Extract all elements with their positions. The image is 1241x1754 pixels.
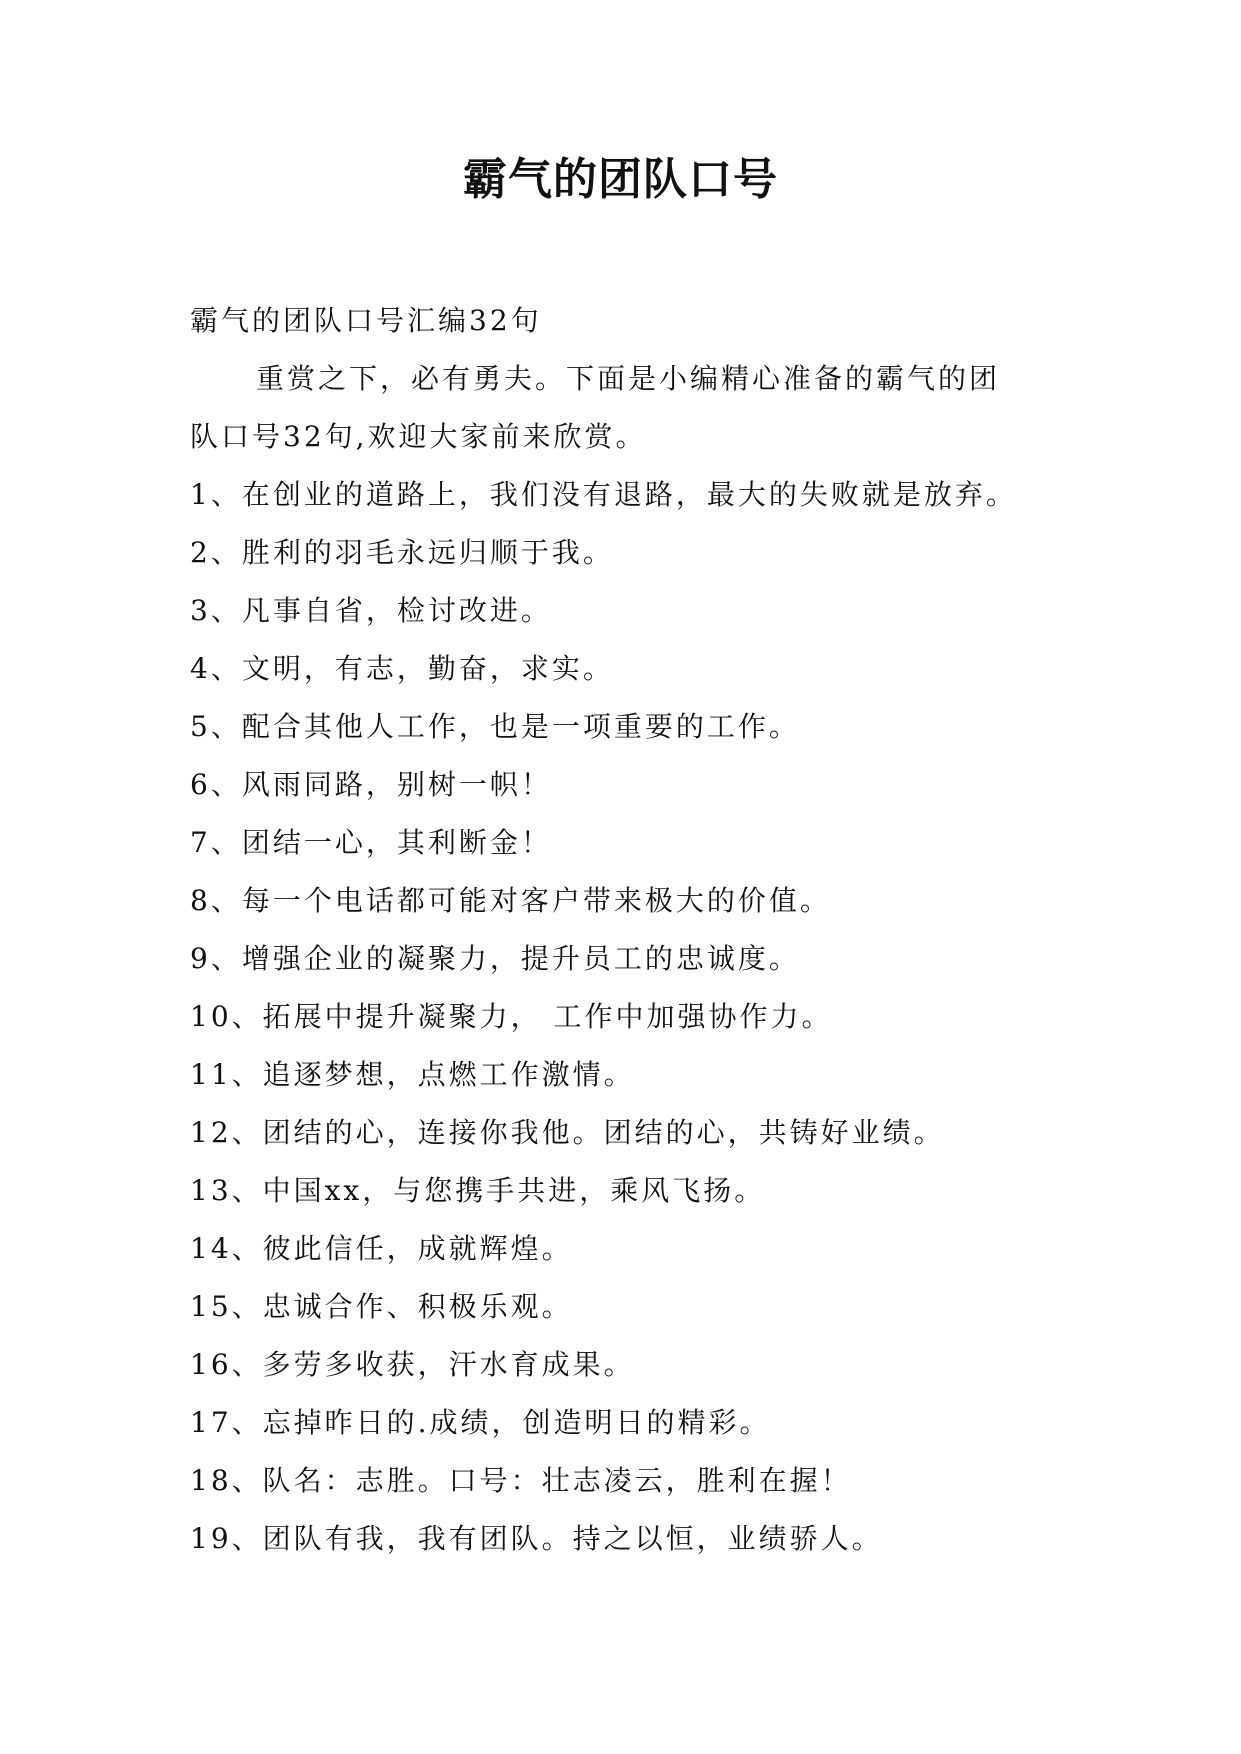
slogan-item-10: 10、拓展中提升凝聚力， 工作中加强协作力。 xyxy=(190,1000,833,1033)
intro-paragraph-line-1: 重赏之下，必有勇夫。下面是小编精心准备的霸气的团 xyxy=(256,362,1001,395)
slogan-item-4: 4、文明，有志，勤奋，求实。 xyxy=(190,652,614,685)
slogan-item-15: 15、忠诚合作、积极乐观。 xyxy=(190,1290,573,1323)
document-subtitle: 霸气的团队口号汇编32句 xyxy=(190,304,542,337)
slogan-item-5: 5、配合其他人工作，也是一项重要的工作。 xyxy=(190,710,800,743)
intro-paragraph-line-2: 队口号32句,欢迎大家前来欣赏。 xyxy=(190,420,647,453)
slogan-item-3: 3、凡事自省，检讨改进。 xyxy=(190,594,552,627)
slogan-item-17: 17、忘掉昨日的.成绩，创造明日的精彩。 xyxy=(190,1406,771,1439)
slogan-item-2: 2、胜利的羽毛永远归顺于我。 xyxy=(190,536,614,569)
slogan-item-8: 8、每一个电话都可能对客户带来极大的价值。 xyxy=(190,884,831,917)
slogan-item-14: 14、彼此信任，成就辉煌。 xyxy=(190,1232,573,1265)
slogan-item-19: 19、团队有我，我有团队。持之以恒，业绩骄人。 xyxy=(190,1522,883,1555)
slogan-item-18: 18、队名：志胜。口号：壮志凌云，胜利在握！ xyxy=(190,1464,852,1497)
document-title: 霸气的团队口号 xyxy=(463,154,778,205)
slogan-item-13: 13、中国xx，与您携手共进，乘风飞扬。 xyxy=(190,1174,766,1207)
slogan-list xyxy=(190,466,1090,1568)
slogan-item-11: 11、追逐梦想，点燃工作激情。 xyxy=(190,1058,635,1091)
document-body xyxy=(190,292,1090,1568)
slogan-item-16: 16、多劳多收获，汗水育成果。 xyxy=(190,1348,635,1381)
slogan-item-7: 7、团结一心，其利断金！ xyxy=(190,826,552,859)
slogan-item-6: 6、风雨同路，别树一帜！ xyxy=(190,768,552,801)
slogan-item-1: 1、在创业的道路上，我们没有退路，最大的失败就是放弃。 xyxy=(190,478,1017,511)
slogan-item-9: 9、增强企业的凝聚力，提升员工的忠诚度。 xyxy=(190,942,800,975)
slogan-item-12: 12、团结的心，连接你我他。团结的心，共铸好业绩。 xyxy=(190,1116,945,1149)
